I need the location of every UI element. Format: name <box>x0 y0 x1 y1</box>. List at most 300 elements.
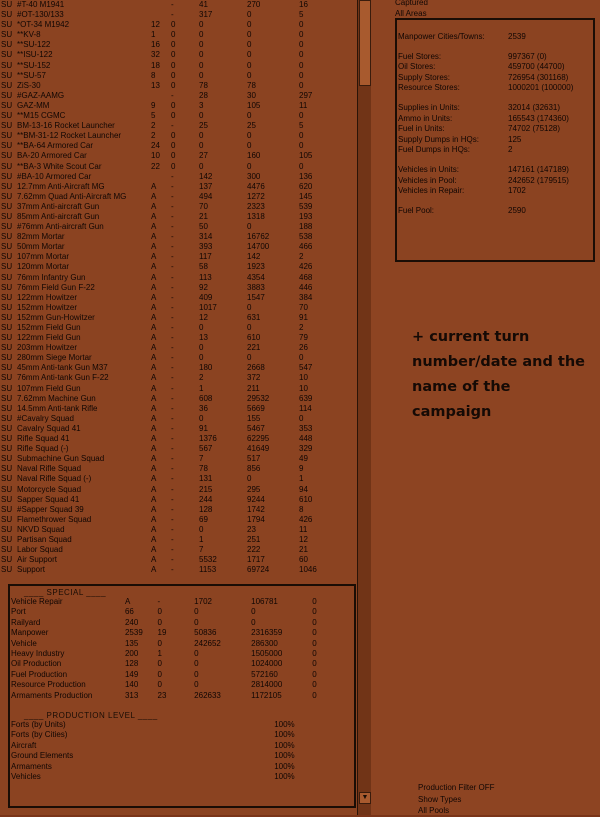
table-row[interactable] <box>0 293 370 303</box>
unit-cell-value1: 142 <box>199 171 213 181</box>
list-item[interactable] <box>10 772 354 782</box>
special-cell: 0 <box>312 669 317 679</box>
scrollbar-thumb[interactable] <box>359 0 371 86</box>
unit-cell-name: 85mm Anti-aircraft Gun <box>17 211 100 221</box>
unit-cell-name: **M15 CGMC <box>17 111 66 121</box>
unit-cell-value2: 9244 <box>247 494 265 504</box>
table-row[interactable] <box>0 273 370 283</box>
special-cell: Armaments Production <box>11 690 93 700</box>
unit-cell-side: SU <box>1 413 13 423</box>
unit-cell-class: A <box>151 434 157 444</box>
unit-cell-value2: 30 <box>247 90 256 100</box>
stats-row <box>397 135 593 146</box>
unit-cell-name: Naval Rifle Squad (-) <box>17 474 92 484</box>
unit-cell-value2: 25 <box>247 121 256 131</box>
unit-cell-value1: 137 <box>199 181 213 191</box>
unit-cell-ready: - <box>171 10 174 20</box>
unit-cell-value2: 0 <box>247 40 252 50</box>
unit-cell-ready: - <box>171 90 174 100</box>
unit-cell-ready: 0 <box>171 100 176 110</box>
table-row[interactable] <box>0 343 370 353</box>
unit-cell-side: SU <box>1 50 13 60</box>
unit-cell-value3: 329 <box>299 444 313 454</box>
unit-cell-value2: 4476 <box>247 181 265 191</box>
table-row[interactable] <box>0 404 370 414</box>
unit-cell-class: A <box>151 353 157 363</box>
special-heading: ____ SPECIAL ____ <box>24 588 107 597</box>
production-level-cell: Armaments <box>11 761 52 771</box>
table-row[interactable] <box>0 172 370 182</box>
unit-cell-value2: 1272 <box>247 191 265 201</box>
unit-cell-side: SU <box>1 191 13 201</box>
unit-cell-name: 107mm Mortar <box>17 252 70 262</box>
unit-cell-ready: - <box>171 545 174 555</box>
stats-value: 459700 (44700) <box>508 62 565 72</box>
unit-cell-name: 37mm Anti-aircraft Gun <box>17 201 100 211</box>
table-row[interactable] <box>0 464 370 474</box>
unit-cell-ready: - <box>171 282 174 292</box>
unit-cell-ready: - <box>171 211 174 221</box>
unit-cell-class: A <box>151 201 157 211</box>
unit-cell-value1: 0 <box>199 353 204 363</box>
special-cell: 200 <box>124 649 139 659</box>
unit-cell-side: SU <box>1 181 13 191</box>
unit-cell-value3: 426 <box>299 262 313 272</box>
stats-row <box>397 124 593 135</box>
production-level-cell: 100% <box>274 720 295 730</box>
table-row[interactable] <box>0 414 370 424</box>
table-row[interactable] <box>0 101 370 111</box>
table-row[interactable] <box>0 303 370 313</box>
stats-value: 165543 (174360) <box>508 113 569 123</box>
unit-cell-name: 152mm Field Gun <box>17 323 81 332</box>
unit-cell-ready: - <box>171 191 174 201</box>
special-cell: 135 <box>124 638 139 648</box>
unit-cell-value3: 0 <box>299 141 304 151</box>
unit-cell-value2: 300 <box>247 171 261 181</box>
stats-key: Supply Stores: <box>398 72 451 82</box>
unit-cell-side: SU <box>1 70 13 80</box>
unit-cell-name: Rifle Squad 41 <box>17 434 70 444</box>
unit-cell-value3: 70 <box>299 302 308 312</box>
stats-key: Vehicles in Repair: <box>398 186 465 196</box>
unit-cell-side: SU <box>1 323 13 332</box>
unit-cell-class: A <box>151 363 157 373</box>
unit-cell-side: SU <box>1 343 13 353</box>
unit-cell-value3: 105 <box>299 151 313 161</box>
unit-cell-value3: 0 <box>299 60 304 70</box>
table-row[interactable] <box>0 151 370 161</box>
show-types-option[interactable]: Show Types <box>418 794 462 804</box>
table-row[interactable] <box>0 162 370 172</box>
unit-cell-value3: 94 <box>299 484 308 494</box>
table-row[interactable] <box>0 283 370 293</box>
stats-row <box>397 165 593 176</box>
captured-header <box>395 0 428 19</box>
unit-cell-name: **BA-3 White Scout Car <box>17 161 102 171</box>
table-row[interactable] <box>0 141 370 151</box>
unit-cell-class <box>150 0 170 10</box>
unit-cell-ready: - <box>171 333 174 343</box>
special-cell: A <box>124 597 131 606</box>
unit-cell-class: 2 <box>151 131 156 141</box>
stats-value: 147161 (147189) <box>508 164 569 174</box>
unit-cell-class: A <box>151 312 157 322</box>
footer-options[interactable] <box>418 782 494 817</box>
stats-value: 74702 (75128) <box>508 124 561 134</box>
unit-cell-value2: 160 <box>247 151 261 161</box>
unit-cell-side: SU <box>1 292 13 302</box>
table-row[interactable] <box>0 71 370 81</box>
table-row[interactable] <box>0 545 370 555</box>
table-row[interactable] <box>0 222 370 232</box>
production-level-heading: ____ PRODUCTION LEVEL ____ <box>24 711 158 721</box>
unit-cell-side: SU <box>1 565 13 575</box>
table-row[interactable] <box>0 61 370 71</box>
scrollbar-track[interactable] <box>358 0 372 815</box>
table-row[interactable] <box>0 323 370 333</box>
unit-cell-name: 280mm Siege Mortar <box>17 353 92 363</box>
unit-cell-value1: 41 <box>199 0 208 9</box>
special-cell: Railyard <box>11 617 41 627</box>
table-row[interactable] <box>0 394 370 404</box>
unit-cell-class: A <box>151 504 157 514</box>
unit-cell-side: SU <box>1 90 13 100</box>
list-item[interactable] <box>10 691 354 701</box>
unit-cell-value1: 91 <box>199 423 208 433</box>
stats-table <box>397 32 593 216</box>
special-table <box>10 597 354 701</box>
annotation-note: + current turn number/date and the name of the campaign <box>412 329 586 420</box>
unit-cell-value1: 215 <box>199 484 213 494</box>
unit-cell-value3: 466 <box>299 242 313 252</box>
table-row[interactable] <box>0 444 370 454</box>
table-row[interactable] <box>0 565 370 575</box>
table-row[interactable] <box>0 20 370 30</box>
unit-cell-ready: 0 <box>171 80 176 90</box>
table-row[interactable] <box>0 232 370 242</box>
stats-spacer <box>397 94 593 103</box>
table-row[interactable] <box>0 525 370 535</box>
list-item[interactable] <box>10 730 354 740</box>
unit-cell-value2: 1794 <box>247 514 265 524</box>
table-row[interactable] <box>0 91 370 101</box>
unit-cell-side: SU <box>1 40 13 50</box>
unit-cell-ready: - <box>171 514 174 524</box>
unit-cell-value2: 295 <box>247 484 261 494</box>
unit-cell-value3: 136 <box>299 171 313 181</box>
unit-cell-class: A <box>151 343 157 353</box>
special-cell: 0 <box>157 607 162 617</box>
unit-cell-value3: 0 <box>299 80 304 90</box>
special-cell: 0 <box>194 669 199 679</box>
unit-cell-side: SU <box>1 312 13 322</box>
stats-spacer-cell <box>397 197 593 206</box>
unit-cell-class: A <box>151 514 157 524</box>
unit-cell-class: A <box>151 232 157 242</box>
unit-cell-side: SU <box>1 383 13 393</box>
unit-cell-name: Labor Squad <box>17 545 63 555</box>
unit-cell-value1: 567 <box>199 444 213 454</box>
stats-row <box>397 145 593 156</box>
table-row[interactable] <box>0 121 370 131</box>
unit-cell-ready: - <box>171 403 174 413</box>
special-cell: 1172105 <box>251 690 282 700</box>
table-row[interactable] <box>0 384 370 394</box>
stats-key: Resource Stores: <box>398 83 460 93</box>
unit-cell-name: Naval Rifle Squad <box>17 464 82 474</box>
unit-cell-name: Air Support <box>17 555 58 565</box>
production-level-cell: 100% <box>274 772 295 782</box>
unit-cell-class: A <box>151 494 157 504</box>
unit-cell-class: A <box>151 423 157 433</box>
unit-cell-value2: 0 <box>247 111 252 121</box>
unit-cell-value3: 60 <box>299 555 308 565</box>
table-row[interactable] <box>0 515 370 525</box>
table-row[interactable] <box>0 333 370 343</box>
unit-cell-value1: 494 <box>199 191 213 201</box>
list-item[interactable] <box>10 659 354 669</box>
list-item[interactable] <box>10 597 354 607</box>
unit-cell-value3: 448 <box>299 434 313 444</box>
unit-cell-name: *OT-34 M1942 <box>17 20 70 30</box>
production-level-cell: Vehicles <box>11 772 41 782</box>
unit-cell-value1: 1376 <box>199 434 217 444</box>
list-item[interactable] <box>10 741 354 751</box>
table-row[interactable] <box>0 242 370 252</box>
table-row[interactable] <box>0 363 370 373</box>
unit-cell-ready: - <box>171 0 174 9</box>
unit-cell-value3: 610 <box>299 494 313 504</box>
unit-cell-value1: 21 <box>199 211 208 221</box>
table-row[interactable] <box>0 131 370 141</box>
unit-cell-value3: 145 <box>299 191 313 201</box>
unit-cell-value1: 69 <box>199 514 208 524</box>
special-cell: Vehicle <box>11 638 37 648</box>
unit-cell-value1: 0 <box>199 524 204 534</box>
unit-cell-value1: 1 <box>199 534 204 544</box>
unit-cell-value3: 12 <box>299 534 308 544</box>
unit-cell-value2: 0 <box>247 50 252 60</box>
unit-cell-value2: 78 <box>247 80 256 90</box>
stats-value: 2 <box>508 145 513 155</box>
table-row[interactable] <box>0 0 370 10</box>
table-row[interactable] <box>0 262 370 272</box>
table-row[interactable] <box>0 81 370 91</box>
special-cell: 0 <box>194 659 199 669</box>
unit-cell-ready: - <box>171 454 174 464</box>
unit-cell-value1: 117 <box>199 252 212 262</box>
stats-row <box>397 114 593 125</box>
special-cell: Heavy Industry <box>11 649 65 659</box>
special-section-box <box>8 584 356 808</box>
stats-row <box>397 103 593 114</box>
special-cell: 0 <box>312 597 317 606</box>
unit-cell-class: 2 <box>151 121 156 131</box>
unit-cell-value3: 11 <box>299 524 308 534</box>
unit-cell-name: Support <box>17 565 46 575</box>
unit-cell-ready: 0 <box>171 40 176 50</box>
unit-cell-class: A <box>151 393 157 403</box>
unit-cell-value1: 0 <box>199 141 204 151</box>
table-row[interactable] <box>0 535 370 545</box>
unit-cell-value3: 26 <box>299 343 308 353</box>
list-item[interactable] <box>10 639 354 649</box>
unit-cell-side: SU <box>1 534 13 544</box>
table-row[interactable] <box>0 111 370 121</box>
production-filter-option[interactable]: Production Filter OFF <box>418 783 495 792</box>
table-row[interactable] <box>0 192 370 202</box>
table-row[interactable] <box>0 30 370 40</box>
unit-cell-ready: - <box>171 504 174 514</box>
all-pools-option[interactable]: All Pools <box>418 806 450 815</box>
special-cell: 2539 <box>124 628 143 638</box>
unit-cell-value2: 222 <box>247 545 261 555</box>
table-row[interactable] <box>0 434 370 444</box>
unit-cell-value3: 0 <box>299 30 304 40</box>
unit-cell-side: SU <box>1 373 13 383</box>
list-item[interactable] <box>10 618 354 628</box>
unit-cell-class: A <box>151 444 157 454</box>
unit-cell-class: 5 <box>151 111 156 121</box>
unit-cell-class: A <box>151 222 157 232</box>
unit-cell-value1: 113 <box>199 272 212 282</box>
stats-value: 726954 (301168) <box>508 72 569 82</box>
table-row[interactable] <box>0 50 370 60</box>
special-cell: 0 <box>312 628 317 638</box>
unit-cell-ready: 0 <box>171 60 176 70</box>
unit-cell-ready: - <box>171 222 174 232</box>
stats-value: 32014 (32631) <box>508 102 561 112</box>
unit-cell-value2: 142 <box>247 252 261 262</box>
stats-spacer <box>397 43 593 52</box>
unit-cell-side: SU <box>1 121 13 131</box>
unit-cell-class <box>150 91 170 101</box>
unit-cell-ready: - <box>171 312 174 322</box>
unit-cell-class: A <box>151 565 157 575</box>
table-row[interactable] <box>0 555 370 565</box>
list-item[interactable] <box>10 680 354 690</box>
table-row[interactable] <box>0 454 370 464</box>
table-row[interactable] <box>0 424 370 434</box>
special-cell: 0 <box>251 617 256 627</box>
stats-row <box>397 176 593 187</box>
unit-cell-value1: 314 <box>199 232 213 242</box>
table-row[interactable] <box>0 212 370 222</box>
unit-cell-value2: 0 <box>247 60 252 70</box>
unit-cell-class: A <box>151 272 157 282</box>
table-row[interactable] <box>0 182 370 192</box>
unit-cell-value3: 11 <box>299 100 308 110</box>
special-cell: 0 <box>312 649 317 659</box>
unit-cell-side: SU <box>1 464 13 474</box>
special-cell: 0 <box>157 659 162 669</box>
unit-cell-name: 50mm Mortar <box>17 242 65 252</box>
unit-cell-class: 12 <box>151 20 160 30</box>
stats-row <box>397 206 593 217</box>
list-item[interactable] <box>10 607 354 617</box>
unit-cell-ready: - <box>171 323 174 332</box>
table-row[interactable] <box>0 252 370 262</box>
unit-cell-value1: 0 <box>199 413 204 423</box>
stats-key: Manpower Cities/Towns: <box>398 32 485 41</box>
unit-cell-value2: 155 <box>247 413 261 423</box>
special-cell: 2814000 <box>251 680 283 690</box>
list-item[interactable] <box>10 649 354 659</box>
unit-cell-ready: - <box>171 292 174 302</box>
unit-cell-value1: 7 <box>199 545 204 555</box>
unit-cell-side: SU <box>1 444 13 454</box>
unit-cell-name: #GAZ-AAMG <box>17 90 65 100</box>
unit-cell-value2: 3883 <box>247 282 265 292</box>
unit-cell-class: A <box>151 252 157 262</box>
special-cell: 0 <box>251 607 256 617</box>
unit-cell-name: **ISU-122 <box>17 50 53 60</box>
unit-cell-side: SU <box>1 474 13 484</box>
table-row[interactable] <box>0 495 370 505</box>
unit-cell-name: ZiS-30 <box>17 80 41 90</box>
unit-cell-ready: - <box>171 494 174 504</box>
stats-row <box>397 83 593 94</box>
unit-cell-side: SU <box>1 171 13 181</box>
unit-cell-class: 10 <box>151 151 160 161</box>
list-item[interactable] <box>10 751 354 761</box>
unit-cell-ready: 0 <box>171 70 176 80</box>
unit-cell-name: BM-13-16 Rocket Launcher <box>17 121 115 131</box>
unit-cell-ready: - <box>171 262 174 272</box>
list-item[interactable] <box>10 670 354 680</box>
table-row[interactable] <box>0 10 370 20</box>
unit-cell-value2: 1717 <box>247 555 265 565</box>
stats-row <box>397 186 593 197</box>
unit-cell-side: SU <box>1 282 13 292</box>
special-cell: 23 <box>157 690 167 700</box>
list-item[interactable] <box>10 762 354 772</box>
production-level-cell: Ground Elements <box>11 751 74 761</box>
table-row[interactable] <box>0 353 370 363</box>
stats-row <box>397 62 593 73</box>
unit-cell-side: SU <box>1 20 13 30</box>
unit-cell-value2: 16762 <box>247 232 270 242</box>
list-item[interactable] <box>10 628 354 638</box>
stats-value: 242652 (179515) <box>508 175 569 185</box>
unit-cell-value1: 25 <box>199 121 208 131</box>
scroll-down-button[interactable]: ▼ <box>359 792 371 804</box>
vertical-scrollbar[interactable] <box>357 0 372 815</box>
table-row[interactable] <box>0 505 370 515</box>
unit-cell-value1: 409 <box>199 292 213 302</box>
stats-spacer <box>397 156 593 165</box>
unit-cell-value2: 4354 <box>247 272 265 282</box>
unit-cell-value3: 2 <box>299 323 304 332</box>
table-row[interactable] <box>0 40 370 50</box>
special-cell: 149 <box>124 669 139 679</box>
unit-cell-value3: 5 <box>299 10 304 20</box>
unit-cell-value2: 23 <box>247 524 256 534</box>
table-row[interactable] <box>0 202 370 212</box>
unit-cell-class: 16 <box>151 40 160 50</box>
list-item[interactable] <box>10 720 354 730</box>
table-row[interactable] <box>0 485 370 495</box>
table-row[interactable] <box>0 313 370 323</box>
unit-cell-value3: 9 <box>299 464 304 474</box>
special-cell: 313 <box>124 690 139 700</box>
unit-cell-value3: 193 <box>299 211 313 221</box>
table-row[interactable] <box>0 373 370 383</box>
unit-cell-value3: 0 <box>299 50 304 60</box>
table-row[interactable] <box>0 474 370 484</box>
production-level-cell: Aircraft <box>11 740 37 750</box>
